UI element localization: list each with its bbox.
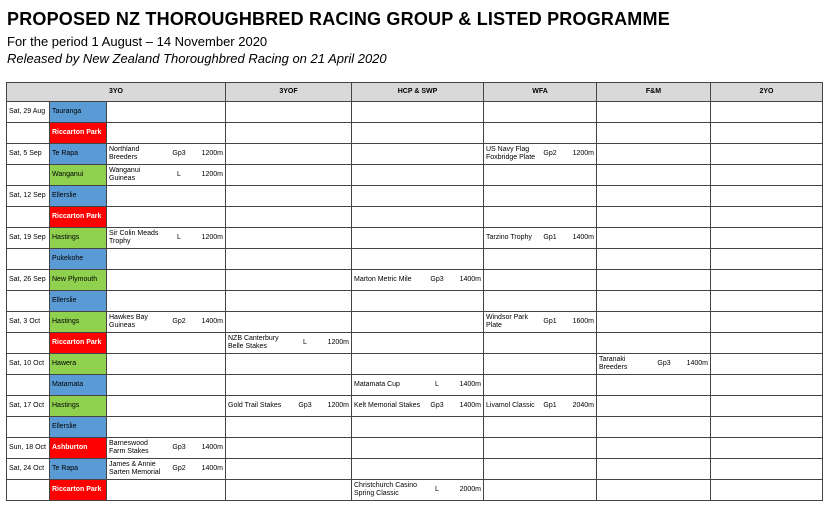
- race-cell: [107, 333, 226, 354]
- race-entry: [109, 167, 223, 183]
- table-row: [7, 291, 823, 312]
- race-grade: Gp2: [543, 150, 557, 157]
- table-row: [7, 375, 823, 396]
- race-cell: [711, 165, 823, 186]
- race-name: Tarzino Trophy: [486, 234, 532, 241]
- race-grade: L: [177, 234, 181, 241]
- venue-cell: Riccarton Park: [50, 207, 107, 228]
- table-row: [7, 186, 823, 207]
- column-header-3yo: 3YO: [7, 83, 226, 102]
- venue-cell: Ellerslie: [50, 291, 107, 312]
- race-grade: Gp3: [430, 276, 444, 283]
- venue-cell: Hastings: [50, 228, 107, 249]
- race-cell: [107, 459, 226, 480]
- race-grade: Gp3: [298, 402, 312, 409]
- race-cell: [352, 249, 484, 270]
- race-distance: 1400m: [686, 360, 708, 367]
- race-distance: 1200m: [201, 234, 223, 241]
- venue-cell: Te Rapa: [50, 459, 107, 480]
- race-cell: [484, 312, 597, 333]
- venue-cell: New Plymouth: [50, 270, 107, 291]
- race-cell: [226, 333, 352, 354]
- header-row: [7, 83, 823, 102]
- race-name: Northland Breeders: [109, 146, 140, 161]
- table-row: [7, 459, 823, 480]
- race-date: Sat, 10 Oct: [7, 354, 50, 375]
- race-cell: [107, 249, 226, 270]
- venue-cell: Ellerslie: [50, 186, 107, 207]
- race-grade: Gp3: [172, 150, 186, 157]
- race-name: US Navy Flag Foxbridge Plate: [486, 146, 536, 161]
- table-row: [7, 207, 823, 228]
- race-grade: Gp2: [172, 465, 186, 472]
- race-cell: [107, 123, 226, 144]
- programme-table: [6, 82, 823, 501]
- race-cell: [352, 228, 484, 249]
- venue-cell: Ashburton: [50, 438, 107, 459]
- race-distance: 1400m: [459, 381, 481, 388]
- race-name: Sir Colin Meads Trophy: [109, 230, 159, 245]
- race-cell: [484, 375, 597, 396]
- race-cell: [484, 270, 597, 291]
- race-cell: [484, 186, 597, 207]
- race-entry: [354, 381, 481, 389]
- race-grade: L: [177, 171, 181, 178]
- page-title: PROPOSED NZ THOROUGHBRED RACING GROUP & LISTED PROGRAMME: [7, 9, 670, 29]
- race-date: Sat, 12 Sep: [7, 186, 50, 207]
- race-cell: [711, 144, 823, 165]
- race-cell: [107, 270, 226, 291]
- race-name: Matamata Cup: [354, 381, 400, 388]
- period-subtitle: For the period 1 August – 14 November 2020: [7, 34, 268, 49]
- venue-cell: Hawera: [50, 354, 107, 375]
- race-cell: [352, 144, 484, 165]
- venue-cell: Matamata: [50, 375, 107, 396]
- race-cell: [226, 291, 352, 312]
- race-distance: 1400m: [459, 402, 481, 409]
- race-cell: [597, 333, 711, 354]
- race-date: [7, 249, 50, 270]
- race-cell: [597, 438, 711, 459]
- race-name: Windsor Park Plate: [486, 314, 529, 329]
- race-distance: 1400m: [201, 444, 223, 451]
- race-date: Sat, 5 Sep: [7, 144, 50, 165]
- race-entry: [354, 482, 481, 498]
- race-date: Sun, 18 Oct: [7, 438, 50, 459]
- race-cell: [226, 375, 352, 396]
- race-distance: 1200m: [201, 171, 223, 178]
- race-entry: [486, 234, 594, 242]
- race-cell: [226, 186, 352, 207]
- race-date: [7, 207, 50, 228]
- race-date: [7, 333, 50, 354]
- race-cell: [352, 480, 484, 501]
- race-cell: [226, 459, 352, 480]
- race-cell: [597, 144, 711, 165]
- venue-cell: Riccarton Park: [50, 480, 107, 501]
- race-cell: [226, 249, 352, 270]
- race-cell: [711, 438, 823, 459]
- race-grade: L: [435, 486, 439, 493]
- race-distance: 1200m: [327, 339, 349, 346]
- race-cell: [352, 459, 484, 480]
- race-date: [7, 291, 50, 312]
- race-grade: Gp1: [543, 318, 557, 325]
- table-row: [7, 312, 823, 333]
- table-row: [7, 438, 823, 459]
- race-cell: [352, 186, 484, 207]
- race-distance: 1400m: [201, 318, 223, 325]
- venue-cell: Wanganui: [50, 165, 107, 186]
- race-entry: [109, 146, 223, 162]
- race-grade: Gp3: [430, 402, 444, 409]
- race-cell: [597, 207, 711, 228]
- race-name: Gold Trail Stakes: [228, 402, 282, 409]
- race-entry: [109, 230, 223, 246]
- race-cell: [484, 291, 597, 312]
- race-cell: [711, 228, 823, 249]
- race-cell: [107, 165, 226, 186]
- race-cell: [226, 207, 352, 228]
- race-date: [7, 165, 50, 186]
- race-name: Wanganui Guineas: [109, 167, 141, 182]
- race-cell: [484, 249, 597, 270]
- race-cell: [107, 417, 226, 438]
- race-cell: [352, 165, 484, 186]
- race-cell: [484, 417, 597, 438]
- race-entry: [109, 461, 223, 477]
- race-cell: [352, 102, 484, 123]
- table-row: [7, 249, 823, 270]
- race-cell: [484, 354, 597, 375]
- race-distance: 2040m: [572, 402, 594, 409]
- race-cell: [597, 375, 711, 396]
- race-cell: [352, 375, 484, 396]
- column-header-wfa: WFA: [484, 83, 597, 102]
- race-distance: 1200m: [572, 150, 594, 157]
- race-cell: [484, 438, 597, 459]
- race-entry: [228, 402, 349, 410]
- race-cell: [226, 417, 352, 438]
- race-name: Kelt Memorial Stakes: [354, 402, 421, 409]
- race-date: Sat, 19 Sep: [7, 228, 50, 249]
- race-grade: Gp2: [172, 318, 186, 325]
- race-cell: [226, 312, 352, 333]
- race-cell: [597, 417, 711, 438]
- race-cell: [484, 228, 597, 249]
- race-name: NZB Canterbury Belle Stakes: [228, 335, 279, 350]
- venue-cell: Te Rapa: [50, 144, 107, 165]
- race-grade: Gp1: [543, 234, 557, 241]
- race-cell: [484, 333, 597, 354]
- venue-cell: Hastings: [50, 396, 107, 417]
- race-cell: [484, 207, 597, 228]
- race-cell: [597, 480, 711, 501]
- race-cell: [107, 375, 226, 396]
- race-cell: [711, 249, 823, 270]
- race-cell: [711, 375, 823, 396]
- race-cell: [711, 396, 823, 417]
- race-cell: [226, 102, 352, 123]
- race-entry: [354, 402, 481, 410]
- race-cell: [107, 396, 226, 417]
- race-entry: [354, 276, 481, 284]
- race-entry: [486, 402, 594, 410]
- table-row: [7, 144, 823, 165]
- race-cell: [711, 417, 823, 438]
- race-cell: [352, 123, 484, 144]
- venue-cell: Riccarton Park: [50, 123, 107, 144]
- race-cell: [711, 480, 823, 501]
- race-name: Livamol Classic: [486, 402, 535, 409]
- race-cell: [107, 480, 226, 501]
- race-date: [7, 417, 50, 438]
- venue-cell: Pukekohe: [50, 249, 107, 270]
- race-cell: [711, 291, 823, 312]
- race-cell: [352, 270, 484, 291]
- column-header-3yof: 3YOF: [226, 83, 352, 102]
- race-date: Sat, 29 Aug: [7, 102, 50, 123]
- race-entry: [109, 314, 223, 330]
- race-name: Barneswood Farm Stakes: [109, 440, 149, 455]
- race-cell: [597, 354, 711, 375]
- race-cell: [352, 333, 484, 354]
- race-grade: L: [435, 381, 439, 388]
- race-distance: 1200m: [327, 402, 349, 409]
- table-row: [7, 480, 823, 501]
- race-distance: 1400m: [201, 465, 223, 472]
- race-cell: [711, 186, 823, 207]
- race-cell: [597, 123, 711, 144]
- race-name: Taranaki Breeders: [599, 356, 628, 371]
- race-grade: Gp1: [543, 402, 557, 409]
- race-cell: [352, 291, 484, 312]
- race-cell: [107, 228, 226, 249]
- race-cell: [597, 291, 711, 312]
- race-date: Sat, 24 Oct: [7, 459, 50, 480]
- race-cell: [597, 249, 711, 270]
- race-entry: [486, 146, 594, 162]
- race-cell: [107, 438, 226, 459]
- race-cell: [711, 354, 823, 375]
- race-distance: 1600m: [572, 318, 594, 325]
- table-row: [7, 102, 823, 123]
- race-cell: [711, 102, 823, 123]
- race-entry: [228, 335, 349, 351]
- table-row: [7, 417, 823, 438]
- race-name: Hawkes Bay Guineas: [109, 314, 148, 329]
- race-cell: [352, 417, 484, 438]
- race-grade: Gp3: [172, 444, 186, 451]
- race-cell: [352, 438, 484, 459]
- table-row: [7, 165, 823, 186]
- race-name: Christchurch Casino Spring Classic: [354, 482, 418, 497]
- race-cell: [484, 165, 597, 186]
- table-row: [7, 270, 823, 291]
- race-cell: [352, 207, 484, 228]
- race-cell: [226, 270, 352, 291]
- race-cell: [597, 270, 711, 291]
- race-name: Marton Metric Mile: [354, 276, 412, 283]
- race-cell: [107, 291, 226, 312]
- race-cell: [226, 123, 352, 144]
- column-header-2yo: 2YO: [711, 83, 823, 102]
- race-date: Sat, 17 Oct: [7, 396, 50, 417]
- race-cell: [711, 459, 823, 480]
- race-cell: [711, 123, 823, 144]
- race-cell: [484, 459, 597, 480]
- race-cell: [597, 312, 711, 333]
- venue-cell: Hastings: [50, 312, 107, 333]
- race-entry: [599, 356, 708, 372]
- race-grade: Gp3: [657, 360, 671, 367]
- venue-cell: Riccarton Park: [50, 333, 107, 354]
- table-row: [7, 228, 823, 249]
- race-cell: [107, 207, 226, 228]
- race-cell: [484, 102, 597, 123]
- race-cell: [711, 312, 823, 333]
- race-cell: [597, 165, 711, 186]
- race-cell: [597, 102, 711, 123]
- race-cell: [352, 396, 484, 417]
- race-cell: [226, 354, 352, 375]
- race-distance: 1400m: [459, 276, 481, 283]
- venue-cell: Ellerslie: [50, 417, 107, 438]
- race-cell: [711, 333, 823, 354]
- race-cell: [226, 144, 352, 165]
- race-date: [7, 375, 50, 396]
- column-header-fm: F&M: [597, 83, 711, 102]
- race-cell: [711, 207, 823, 228]
- race-date: Sat, 26 Sep: [7, 270, 50, 291]
- race-date: [7, 480, 50, 501]
- race-cell: [226, 165, 352, 186]
- race-entry: [486, 314, 594, 330]
- race-date: [7, 123, 50, 144]
- race-cell: [352, 312, 484, 333]
- race-cell: [226, 396, 352, 417]
- table-row: [7, 354, 823, 375]
- venue-cell: Tauranga: [50, 102, 107, 123]
- race-cell: [107, 144, 226, 165]
- race-cell: [484, 396, 597, 417]
- race-cell: [711, 270, 823, 291]
- race-grade: L: [303, 339, 307, 346]
- race-cell: [226, 480, 352, 501]
- race-cell: [597, 186, 711, 207]
- race-cell: [484, 144, 597, 165]
- race-distance: 1200m: [201, 150, 223, 157]
- race-cell: [484, 123, 597, 144]
- race-cell: [226, 438, 352, 459]
- race-cell: [597, 459, 711, 480]
- race-cell: [226, 228, 352, 249]
- race-distance: 1400m: [572, 234, 594, 241]
- race-entry: [109, 440, 223, 456]
- table-row: [7, 396, 823, 417]
- race-cell: [107, 312, 226, 333]
- race-cell: [597, 228, 711, 249]
- race-distance: 2000m: [459, 486, 481, 493]
- race-name: James & Annie Sarten Memorial: [109, 461, 161, 476]
- column-header-hcp-swp: HCP & SWP: [352, 83, 484, 102]
- table-row: [7, 123, 823, 144]
- table-row: [7, 333, 823, 354]
- race-cell: [484, 480, 597, 501]
- release-note: Released by New Zealand Thoroughbred Racing on 21 April 2020: [7, 51, 387, 66]
- race-date: Sat, 3 Oct: [7, 312, 50, 333]
- race-cell: [597, 396, 711, 417]
- race-cell: [107, 102, 226, 123]
- race-cell: [107, 186, 226, 207]
- race-cell: [107, 354, 226, 375]
- race-cell: [352, 354, 484, 375]
